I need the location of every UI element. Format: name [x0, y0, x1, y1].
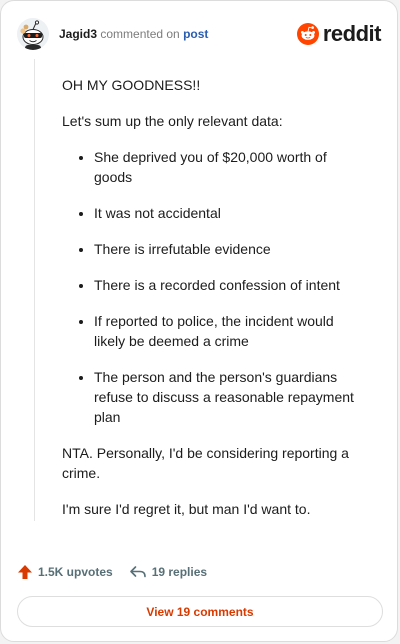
- list-item: • If reported to police, the incident would likely be deemed a crime: [94, 311, 362, 351]
- avatar[interactable]: [17, 18, 49, 50]
- commented-on-text: commented on: [97, 27, 184, 41]
- comment-body: [62, 75, 362, 535]
- comment-intro: OH MY GOODNESS!!: [62, 77, 201, 93]
- reddit-logo-icon: [297, 23, 319, 45]
- reddit-logo[interactable]: [297, 21, 381, 47]
- post-link[interactable]: post: [183, 27, 209, 41]
- list-item: • There is irrefutable evidence: [94, 239, 362, 259]
- brand-wordmark: reddit: [322, 21, 381, 46]
- snoo-avatar-icon: [17, 18, 49, 50]
- view-comments-button[interactable]: View 19 comments: [17, 596, 383, 627]
- list-item: • She deprived you of $20,000 worth of goods: [94, 147, 362, 187]
- list-item: • The person and the person's guardians refuse to discuss a reasonable repayment plan: [94, 367, 362, 427]
- evidence-list: [62, 147, 362, 427]
- thread-line: [34, 59, 35, 521]
- replies-button[interactable]: [129, 564, 207, 580]
- comment-footer: [17, 561, 207, 583]
- comment-lead: Let's sum up the only relevant data:: [62, 113, 283, 129]
- comment-closing: NTA. Personally, I'd be considering reporting a crime.: [62, 445, 349, 481]
- comment-byline: [59, 27, 208, 41]
- comment-closing-aside: I'm sure I'd regret it, but man I'd want to.: [62, 501, 311, 517]
- upvote-button[interactable]: [17, 564, 113, 580]
- username-link[interactable]: Jagid3: [59, 27, 98, 41]
- list-item: • It was not accidental: [94, 203, 362, 223]
- upvote-count: 1.5K upvotes: [38, 565, 113, 579]
- reply-count: 19 replies: [151, 565, 208, 579]
- comment-header: [17, 17, 381, 51]
- list-item: • There is a recorded confession of intent: [94, 275, 362, 295]
- upvote-arrow-icon: [17, 564, 33, 580]
- reply-arrow-icon: [129, 564, 147, 580]
